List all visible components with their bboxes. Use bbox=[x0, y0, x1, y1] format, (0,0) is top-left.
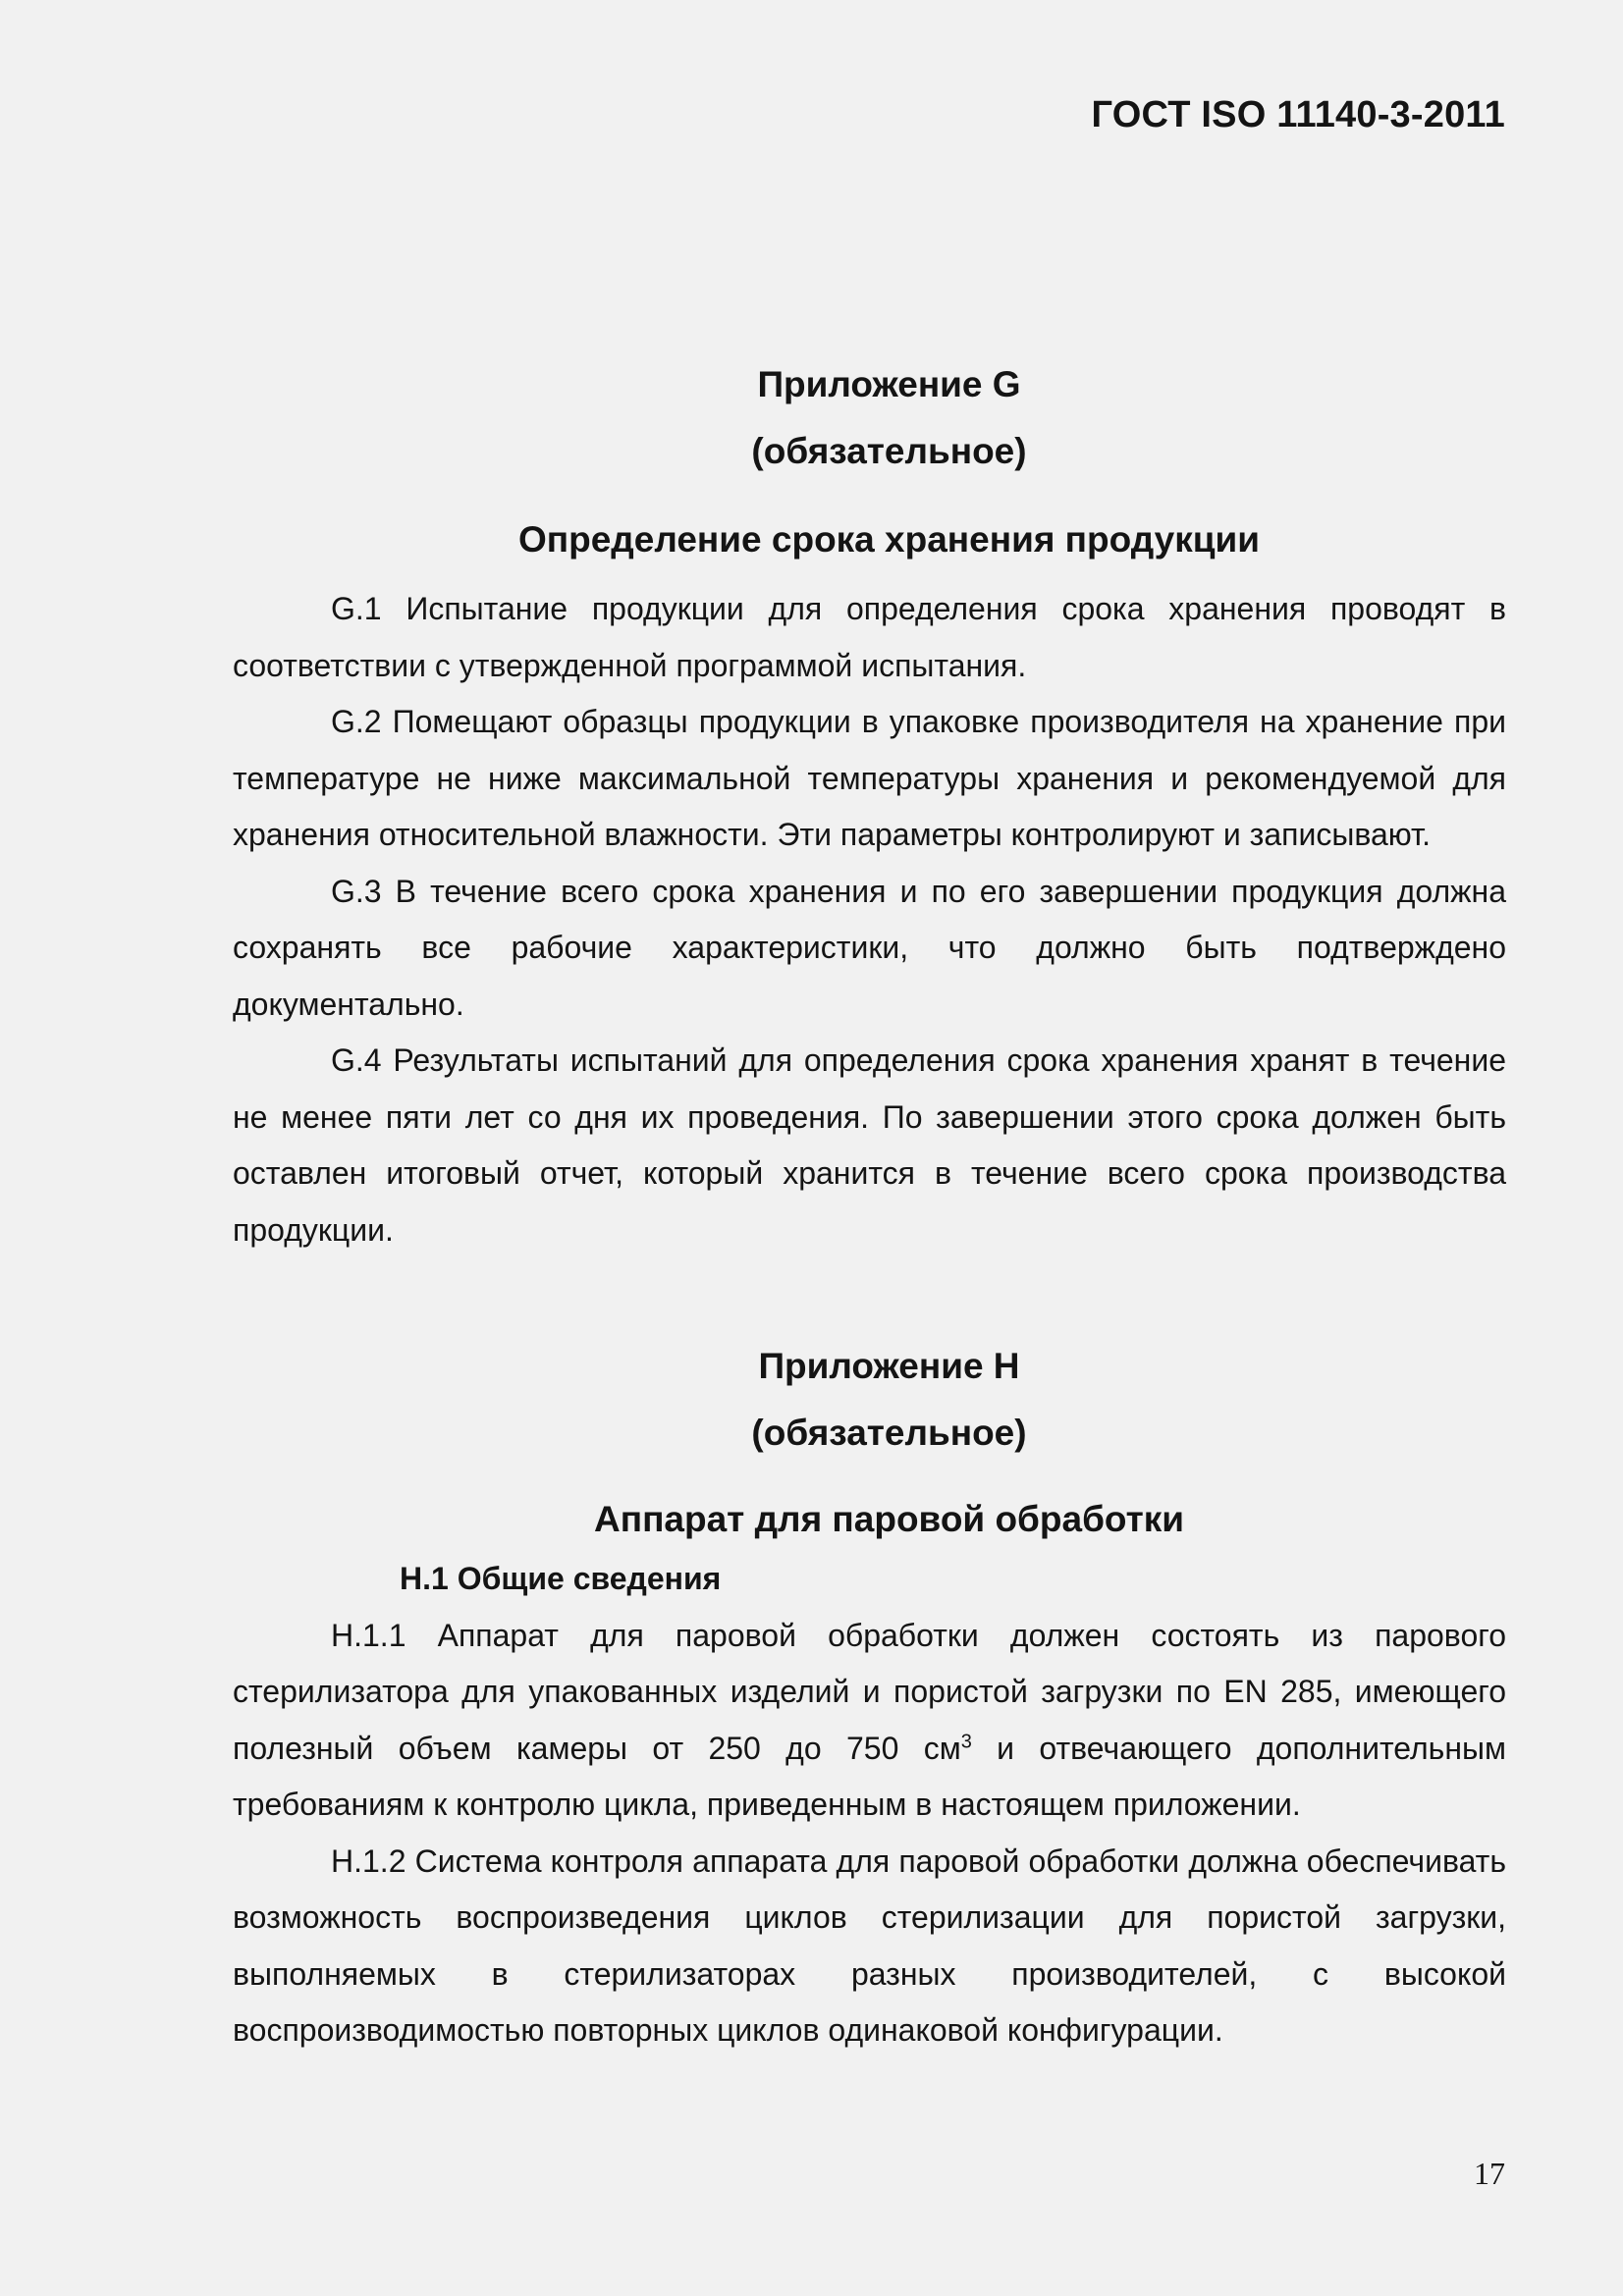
annex-h-status: (обязательное) bbox=[751, 1413, 1027, 1453]
paragraph-h1-1 bbox=[233, 1608, 1506, 1834]
paragraph-g3: G.3 В течение всего срока хранения и по его завершении продукция должна сохранять все рабочие характеристики, что должно быть подтверждено документально. bbox=[233, 873, 1506, 1022]
paragraph-g1: G.1 Испытание продукции для определения срока хранения проводят в соответствии с утвержденной программой испытания. bbox=[233, 591, 1506, 683]
annex-h bbox=[233, 1333, 1506, 2059]
superscript-cube: 3 bbox=[960, 1730, 972, 1752]
annex-g-title: Приложение G bbox=[757, 364, 1021, 404]
annex-g-status: (обязательное) bbox=[751, 431, 1027, 471]
paragraph-g4: G.4 Результаты испытаний для определения срока хранения хранят в течение не менее пяти лет со дня их проведения. По завершении этого срока должен быть оставлен итоговый отчет, который хранится в течение всего срока производства продукции. bbox=[233, 1042, 1506, 1248]
page-content bbox=[233, 351, 1506, 2059]
annex-h-heading: Аппарат для паровой обработки bbox=[594, 1499, 1184, 1539]
annex-g bbox=[233, 351, 1506, 1258]
page-number: 17 bbox=[1474, 2156, 1505, 2191]
subsection-h1-title: H.1 Общие сведения bbox=[400, 1561, 722, 1596]
paragraph-h1-1-text: H.1.1 Аппарат для паровой обработки должен состоять из парового стерилизатора для упакованных изделий и пористой загрузки по EN 285, имеющего полезный объем камеры от 250 до 750 см bbox=[233, 1617, 1506, 1766]
document-code: ГОСТ ISO 11140-3-2011 bbox=[1091, 94, 1505, 135]
annex-g-heading: Определение срока хранения продукции bbox=[517, 519, 1261, 560]
paragraph-h1-1-text-end: и отвечающего дополнительным требованиям к контролю цикла, приведенным в настоящем приложении. bbox=[233, 1730, 1507, 1822]
annex-h-title: Приложение H bbox=[758, 1346, 1020, 1386]
paragraph-g2: G.2 Помещают образцы продукции в упаковке производителя на хранение при температуре не ниже максимальной температуры хранения и рекомендуемой для хранения относительной влажности. Эти параметры контролируют и записывают. bbox=[233, 704, 1506, 852]
paragraph-h1-2: H.1.2 Система контроля аппарата для паровой обработки должна обеспечивать возможность воспроизведения циклов стерилизации для пористой загрузки, выполняемых в стерилизаторах разных производителей, с высокой воспроизводимостью повторных циклов одинаковой конфигурации. bbox=[233, 1842, 1506, 2048]
